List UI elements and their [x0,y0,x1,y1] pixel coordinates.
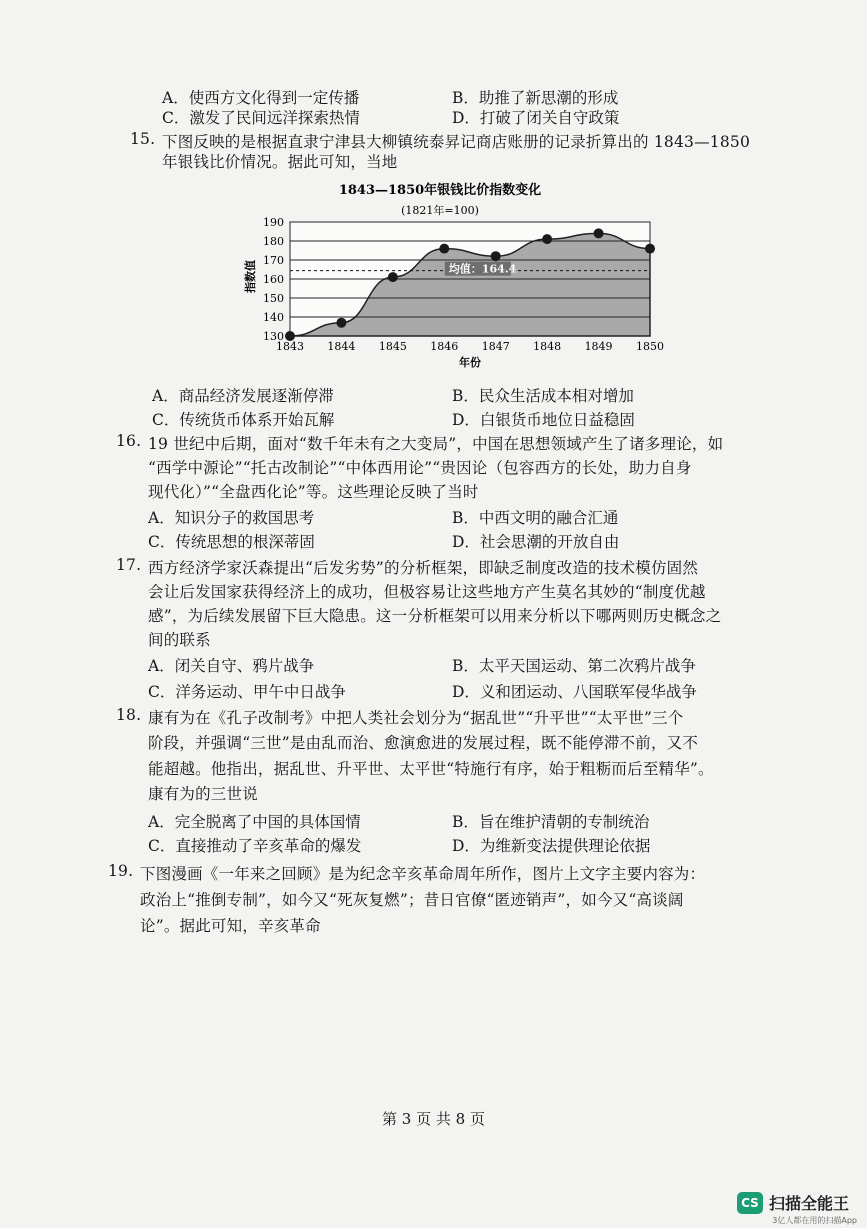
chart-data-point [491,251,501,261]
q15-option-c: C．传统货币体系开始瓦解 [152,411,335,429]
q17-stem-line3: 感”，为后续发展留下巨大隐患。这一分析框架可以用来分析以下哪两则历史概念之 [148,607,722,625]
q17-option-d: D．义和团运动、八国联军侵华战争 [452,683,697,701]
q15-stem-line2: 年银钱比价情况。据此可知，当地 [162,153,398,171]
q15-option-a: A．商品经济发展逐渐停滞 [152,387,334,405]
chart-y-tick-label: 140 [263,311,284,324]
chart-y-tick-label: 180 [263,235,284,248]
q16-stem-line2: “西学中源论”“托古改制论”“中体西用论”“贵因论（包容西方的长处，助力自身 [148,459,692,477]
chart-y-tick-label: 190 [263,216,284,229]
chart-data-point [336,318,346,328]
q16-option-a: A．知识分子的救国思考 [148,509,315,527]
chart-x-tick-label: 1843 [276,340,304,353]
q16-option-c: C．传统思想的根深蒂固 [148,533,315,551]
q16-option-b: B．中西文明的融合汇通 [452,509,619,527]
q14-option-c: C．激发了民间远洋探索热情 [162,109,360,127]
chart-data-point [542,234,552,244]
q17-stem-line4: 间的联系 [148,631,211,649]
q19-number: 19. [108,862,134,880]
q14-option-d: D．打破了闭关自守政策 [452,109,620,127]
scanner-app-name: 扫描全能王 [768,1194,849,1213]
q18-stem-line3: 能超越。他指出，据乱世、升平世、太平世“特施行有序，始于粗粝而后至精华”。 [148,760,714,778]
chart-data-point [645,244,655,254]
chart-y-tick-label: 160 [263,273,284,286]
chart-data-point [388,272,398,282]
chart-y-tick-label: 150 [263,292,284,305]
chart-data-point [594,228,604,238]
q19-stem-line1: 下图漫画《一年来之回顾》是为纪念辛亥革命周年所作，图片上文字主要内容为： [140,865,706,883]
q14-option-a: A．使西方文化得到一定传播 [162,89,360,107]
chart-x-ticks [276,340,664,353]
camscanner-logo-icon: CS [737,1192,763,1214]
q18-stem-line4: 康有为的三世说 [148,785,258,803]
q17-option-a: A．闭关自守、鸦片战争 [148,657,315,675]
q18-option-b: B．旨在维护清朝的专制统治 [452,813,650,831]
chart-x-tick-label: 1848 [533,340,562,353]
chart-x-tick-label: 1850 [636,340,664,353]
chart-data-point [439,244,449,254]
q19-stem-line2: 政治上“推倒专制”，如今又“死灰复燃”；昔日官僚“匿迹销声”，如今又“高谈阔 [140,891,684,909]
chart-average-label: 均值：164.4 [448,262,517,276]
q18-number: 18. [116,706,142,724]
chart-x-tick-label: 1846 [430,340,459,353]
q18-stem-line2: 阶段，并强调“三世”是由乱而治、愈演愈进的发展过程，既不能停滞不前，又不 [148,734,699,752]
q18-stem-line1: 康有为在《孔子改制考》中把人类社会划分为“据乱世”“升平世”“太平世”三个 [148,709,684,727]
chart-x-axis-label: 年份 [459,356,481,369]
chart-y-tick-label: 130 [263,330,284,343]
q18-option-c: C．直接推动了辛亥革命的爆发 [148,837,362,855]
q16-option-d: D．社会思潮的开放自由 [452,533,620,551]
q16-stem-line3: 现代化）”“全盘西化论”等。这些理论反映了当时 [148,483,479,501]
chart-y-ticks [263,216,284,343]
q15-option-b: B．民众生活成本相对增加 [452,387,634,405]
q17-stem-line1: 西方经济学家沃森提出“后发劣势”的分析框架，即缺乏制度改造的技术模仿固然 [148,559,699,577]
q18-option-a: A．完全脱离了中国的具体国情 [148,813,361,831]
chart-x-tick-label: 1847 [481,340,510,353]
q17-option-b: B．太平天国运动、第二次鸦片战争 [452,657,696,675]
q17-number: 17. [116,556,142,574]
chart-title: 1843—1850年银钱比价指数变化 [338,183,542,198]
silver-copper-index-chart [240,178,680,378]
q16-stem-line1: 19 世纪中后期，面对“数千年未有之大变局”，中国在思想领域产生了诸多理论，如 [148,435,724,453]
q14-option-b: B．助推了新思潮的形成 [452,89,619,107]
chart-subtitle: (1821年=100) [401,204,479,217]
q16-number: 16. [116,432,142,450]
chart-x-tick-label: 1849 [584,340,613,353]
q17-option-c: C．洋务运动、甲午中日战争 [148,683,346,701]
q15-number: 15. [130,130,156,148]
q18-option-d: D．为维新变法提供理论依据 [452,837,651,855]
scanner-watermark [737,1191,849,1214]
chart-x-tick-label: 1845 [378,340,407,353]
chart-y-tick-label: 170 [263,254,284,267]
chart-x-tick-label: 1844 [327,340,356,353]
q15-stem-line1: 下图反映的是根据直隶宁津县大柳镇统泰昇记商店账册的记录折算出的 1843—1850 [162,133,751,151]
q19-stem-line3: 论”。据此可知，辛亥革命 [140,917,321,935]
scanner-app-tagline: 3亿人都在用的扫描App [772,1216,857,1225]
chart-y-axis-label: 指数值 [244,260,257,293]
q15-option-d: D．白银货币地位日益稳固 [452,411,635,429]
page-footer: 第 3 页 共 8 页 [382,1110,485,1128]
q17-stem-line2: 会让后发国家获得经济上的成功，但极容易让这些地方产生莫名其妙的“制度优越 [148,583,706,601]
